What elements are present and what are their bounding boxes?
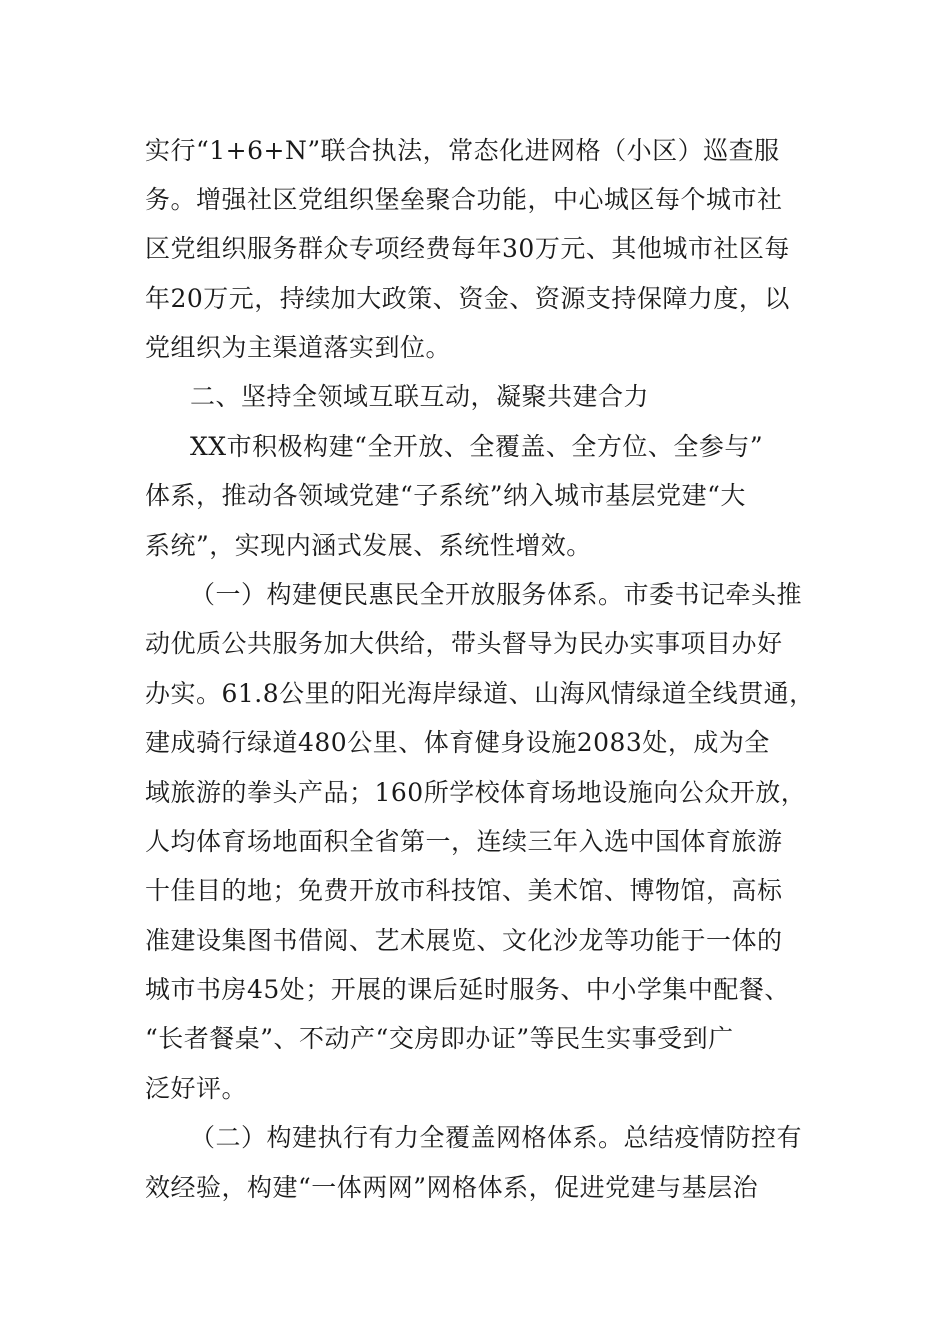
- text-line: 系统”，实现内涵式发展、系统性增效。: [145, 531, 592, 560]
- text-line: 动优质公共服务加大供给，带头督导为民办实事项目办好: [145, 629, 783, 658]
- text-line: 务。增强社区党组织堡垒聚合功能，中心城区每个城市社: [145, 185, 783, 214]
- text-line: 办实。61.8公里的阳光海岸绿道、山海风情绿道全线贯通，: [145, 679, 815, 708]
- text-line: 体系，推动各领域党建“子系统”纳入城市基层党建“大: [145, 481, 746, 510]
- text-line: 年20万元，持续加大政策、资金、资源支持保障力度，以: [145, 284, 790, 313]
- subsection-line: （一）构建便民惠民全开放服务体系。市委书记牵头推: [190, 580, 803, 609]
- text-line: 准建设集图书借阅、艺术展览、文化沙龙等功能于一体的: [145, 926, 783, 955]
- text-line: 泛好评。: [145, 1074, 248, 1103]
- text-line: 域旅游的拳头产品；160所学校体育场地设施向公众开放，: [145, 778, 807, 807]
- text-line: 十佳目的地；免费开放市科技馆、美术馆、博物馆，高标: [145, 876, 783, 905]
- text-line: 党组织为主渠道落实到位。: [145, 333, 452, 362]
- text-line: 城市书房45处；开展的课后延时服务、中小学集中配餐、: [145, 975, 790, 1004]
- section-heading: 二、坚持全领域互联互动，凝聚共建合力: [190, 382, 650, 411]
- text-line: XX市积极构建“全开放、全覆盖、全方位、全参与”: [190, 432, 764, 461]
- text-line: 区党组织服务群众专项经费每年30万元、其他城市社区每: [145, 234, 790, 263]
- text-line: 建成骑行绿道480公里、体育健身设施2083处，成为全: [145, 728, 770, 757]
- text-line: 实行“1+6+N”联合执法，常态化进网格（小区）巡查服: [145, 136, 780, 165]
- text-line: 效经验，构建“一体两网”网格体系，促进党建与基层治: [145, 1173, 759, 1202]
- text-line: 人均体育场地面积全省第一，连续三年入选中国体育旅游: [145, 827, 783, 856]
- text-line: “长者餐桌”、不动产“交房即办证”等民生实事受到广: [145, 1024, 734, 1053]
- subsection-line: （二）构建执行有力全覆盖网格体系。总结疫情防控有: [190, 1123, 803, 1152]
